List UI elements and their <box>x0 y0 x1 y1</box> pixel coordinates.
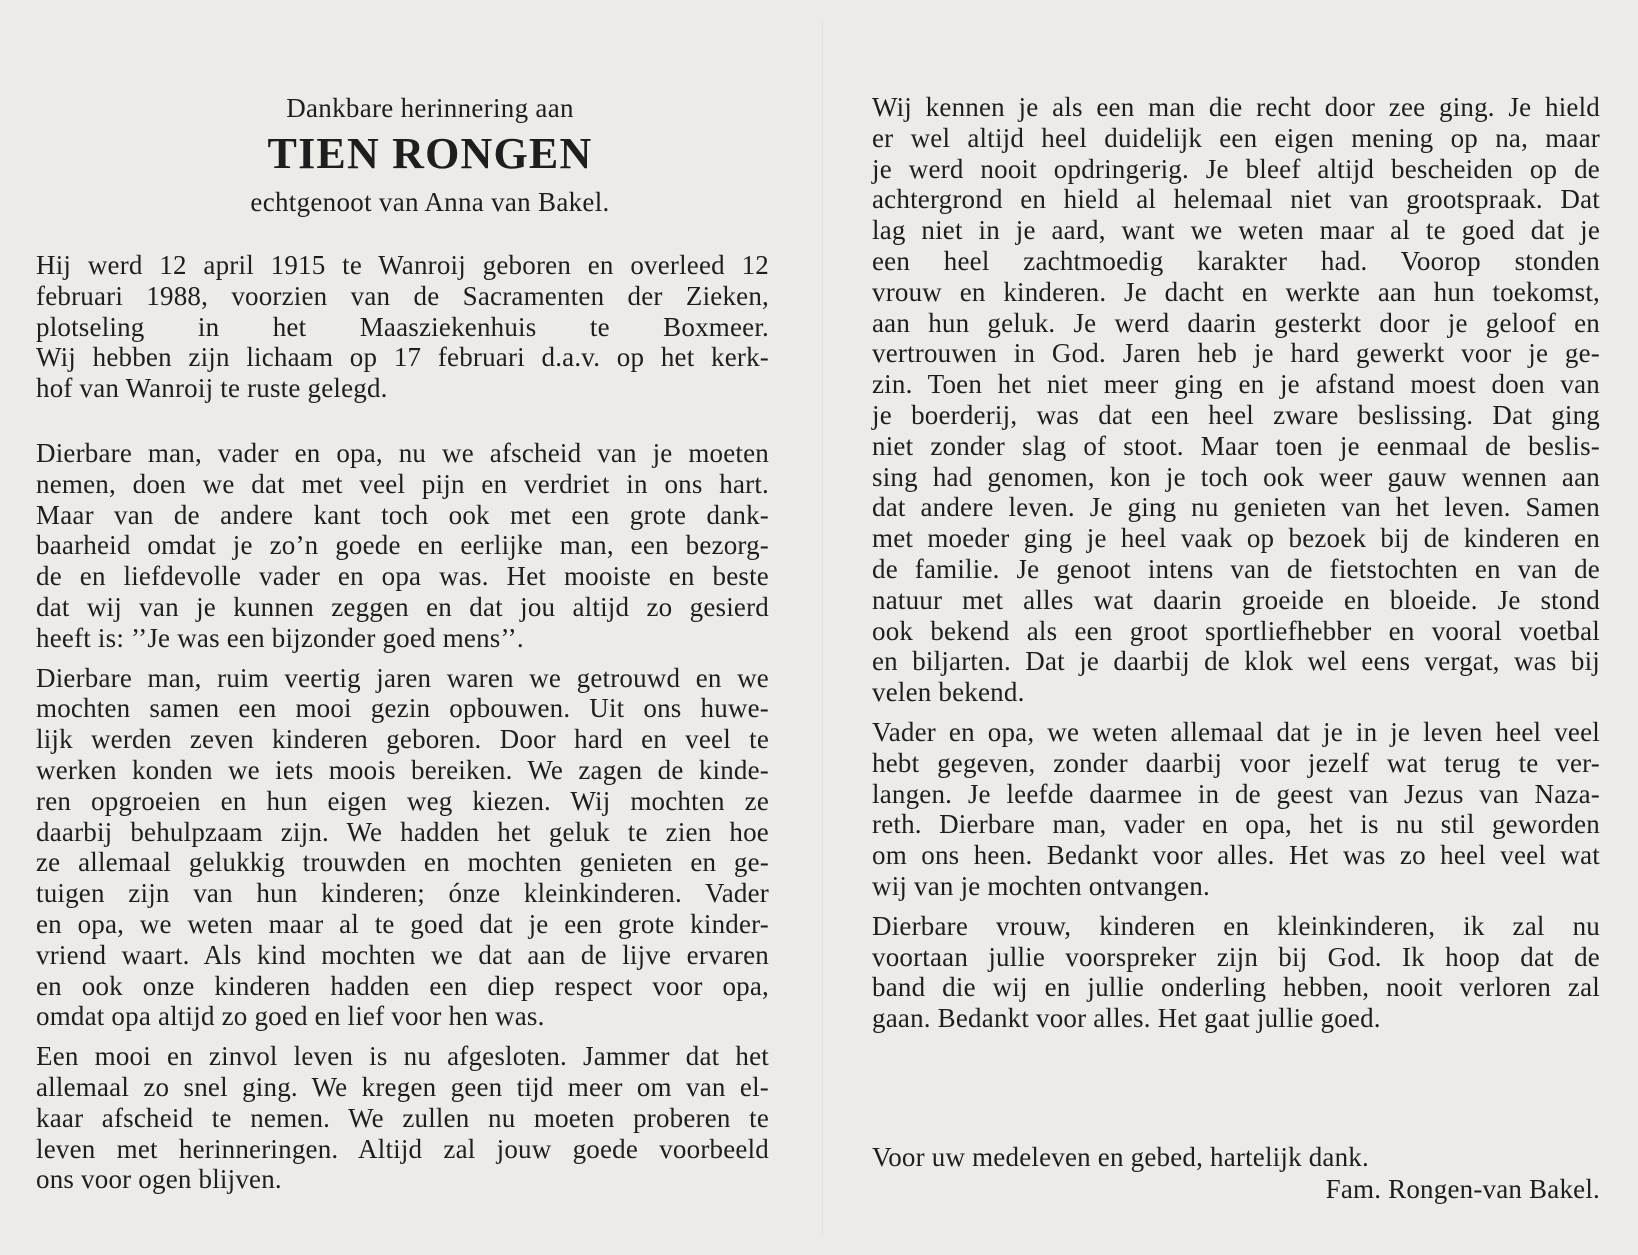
paragraph-marriage <box>36 663 769 1033</box>
right-column <box>872 92 1600 1034</box>
text-line: ze allemaal gelukkig trouwden en mochten genieten en ge- <box>36 847 769 878</box>
text-line: mochten samen een mooi gezin opbouwen. Uit ons huwe- <box>36 693 769 724</box>
card-fold-line <box>822 20 823 1235</box>
text-line: kaar afscheid te nemen. We zullen nu moeten proberen te <box>36 1102 769 1133</box>
text-line: omdat opa altijd zo goed en lief voor hen was. <box>36 1001 545 1032</box>
text-line: Vader en opa, we weten allemaal dat je in je leven heel veel <box>872 716 1600 747</box>
text-line: en opa, we weten maar al te goed dat je een grote kinder- <box>36 908 769 939</box>
text-line: tuigen zijn van hun kinderen; ónze kleinkinderen. Vader <box>36 878 769 909</box>
text-line: je boerderij, was dat een heel zware beslissing. Dat ging <box>872 399 1600 430</box>
text-line: sing had genomen, kon je toch ook weer gauw wennen aan <box>872 461 1600 492</box>
closing-thanks: Voor uw medeleven en gebed, hartelijk dank. <box>872 1142 1369 1172</box>
text-line: hebt gegeven, zonder daarbij voor jezelf wat terug te ver- <box>872 747 1600 778</box>
text-line: gaan. Bedankt voor alles. Het gaat jullie goed. <box>872 1003 1381 1034</box>
text-line: Hij werd 12 april 1915 te Wanroij geboren en overleed 12 <box>36 250 769 280</box>
text-line: er wel altijd heel duidelijk een eigen mening op na, maar <box>872 122 1600 153</box>
paragraph-farewell <box>36 438 769 654</box>
text-line: plotseling in het Maasziekenhuis te Boxmeer. <box>36 311 769 342</box>
text-line: achtergrond en hield al helemaal niet van grootspraak. Dat <box>872 184 1600 215</box>
spouse-line: echtgenoot van Anna van Bakel. <box>250 187 610 217</box>
family-signature: Fam. Rongen-van Bakel. <box>1325 1174 1600 1204</box>
text-line: een heel zachtmoedig karakter had. Voorop stonden <box>872 245 1600 276</box>
text-line: dat wij van je kunnen zeggen en dat jou altijd zo gesierd <box>36 591 769 622</box>
paragraph-to-family <box>872 911 1600 1034</box>
text-line: voortaan jullie voorspreker zijn bij God. Ik hoop dat de <box>872 941 1600 972</box>
text-line: Maar van de andere kant toch ook met een grote dank- <box>36 499 769 530</box>
text-line: baarheid omdat je zo’n goede en eerlijke man, een bezorg- <box>36 530 769 561</box>
text-line: leven met herinneringen. Altijd zal jouw goede voorbeeld <box>36 1133 769 1164</box>
text-line: ren opgroeien en hun eigen weg kiezen. Wij mochten ze <box>36 785 769 816</box>
text-line: langen. Je leefde daarmee in de geest van Jezus van Naza- <box>872 778 1600 809</box>
text-line: Een mooi en zinvol leven is nu afgesloten. Jammer dat het <box>36 1041 769 1072</box>
text-line: vrouw en kinderen. Je dacht en werkte aan hun toekomst, <box>872 276 1600 307</box>
text-line: om ons heen. Bedankt voor alles. Het was zo heel veel wat <box>872 840 1600 871</box>
text-line: Wij hebben zijn lichaam op 17 februari d.a.v. op het kerk- <box>36 342 769 373</box>
text-line: en ook onze kinderen hadden een diep respect voor opa, <box>36 970 769 1001</box>
text-line: vertrouwen in God. Jaren heb je hard gewerkt voor je ge- <box>872 338 1600 369</box>
text-line: werken konden we iets moois bereiken. We zagen de kinde- <box>36 754 769 785</box>
paragraph-giving <box>872 717 1600 902</box>
text-line: daarbij behulpzaam zijn. We hadden het geluk te zien hoe <box>36 816 769 847</box>
text-line: allemaal zo snel ging. We kregen geen tijd meer om van el- <box>36 1071 769 1102</box>
text-line: niet zonder slag of stoot. Maar toen je eenmaal de beslis- <box>872 430 1600 461</box>
text-line: aan hun geluk. Je werd daarin gesterkt door je geloof en <box>872 307 1600 338</box>
text-line: lijk werden zeven kinderen geboren. Door hard en veel te <box>36 724 769 755</box>
text-line: lag niet in je aard, want we weten maar al te goed dat je <box>872 215 1600 246</box>
text-line: je werd nooit opdringerig. Je bleef altijd bescheiden op de <box>872 153 1600 184</box>
text-line: de en liefdevolle vader en opa was. Het mooiste en beste <box>36 561 769 592</box>
text-line: wij van je mochten ontvangen. <box>872 870 1210 901</box>
paragraph-life-closed <box>36 1041 769 1195</box>
text-line: Dierbare man, vader en opa, nu we afscheid van je moeten <box>36 437 769 468</box>
closing-block <box>872 1141 1600 1205</box>
text-line: en biljarten. Dat je daarbij de klok wel eens vergat, was bij <box>872 646 1600 677</box>
text-line: nemen, doen we dat met veel pijn en verdriet in ons hart. <box>36 468 769 499</box>
text-line: de familie. Je genoot intens van de fietstochten en van de <box>872 553 1600 584</box>
left-column <box>36 90 769 1195</box>
text-line: band die wij en jullie onderling hebben, nooit verloren zal <box>872 972 1600 1003</box>
text-line: met moeder ging je heel vaak op bezoek bij de kinderen en <box>872 523 1600 554</box>
text-line: ook bekend als een groot sportliefhebber en vooral voetbal <box>872 615 1600 646</box>
paragraph-character <box>872 92 1600 708</box>
header-intro: Dankbare herinnering aan <box>286 93 574 123</box>
text-line: reth. Dierbare man, vader en opa, het is nu stil geworden <box>872 809 1600 840</box>
text-line: zin. Toen het niet meer ging en je afstand moest doen van <box>872 369 1600 400</box>
paragraph-biography <box>36 250 769 404</box>
text-line: Dierbare man, ruim veertig jaren waren we getrouwd en we <box>36 662 769 693</box>
text-line: natuur met alles wat daarin groeide en bloeide. Je stond <box>872 584 1600 615</box>
text-line: hof van Wanroij te ruste gelegd. <box>36 373 388 404</box>
text-line: Wij kennen je als een man die recht door zee ging. Je hield <box>872 92 1600 122</box>
text-line: heeft is: ’’Je was een bijzonder goed mens’’. <box>36 622 524 653</box>
deceased-name: TIEN RONGEN <box>267 129 593 178</box>
text-line: februari 1988, voorzien van de Sacramenten der Zieken, <box>36 280 769 311</box>
text-line: velen bekend. <box>872 677 1025 708</box>
text-line: vriend waart. Als kind mochten we dat aan de lijve ervaren <box>36 939 769 970</box>
text-line: Dierbare vrouw, kinderen en kleinkinderen, ik zal nu <box>872 910 1600 941</box>
text-line: ons voor ogen blijven. <box>36 1164 282 1195</box>
text-line: dat andere leven. Je ging nu genieten van het leven. Samen <box>872 492 1600 523</box>
